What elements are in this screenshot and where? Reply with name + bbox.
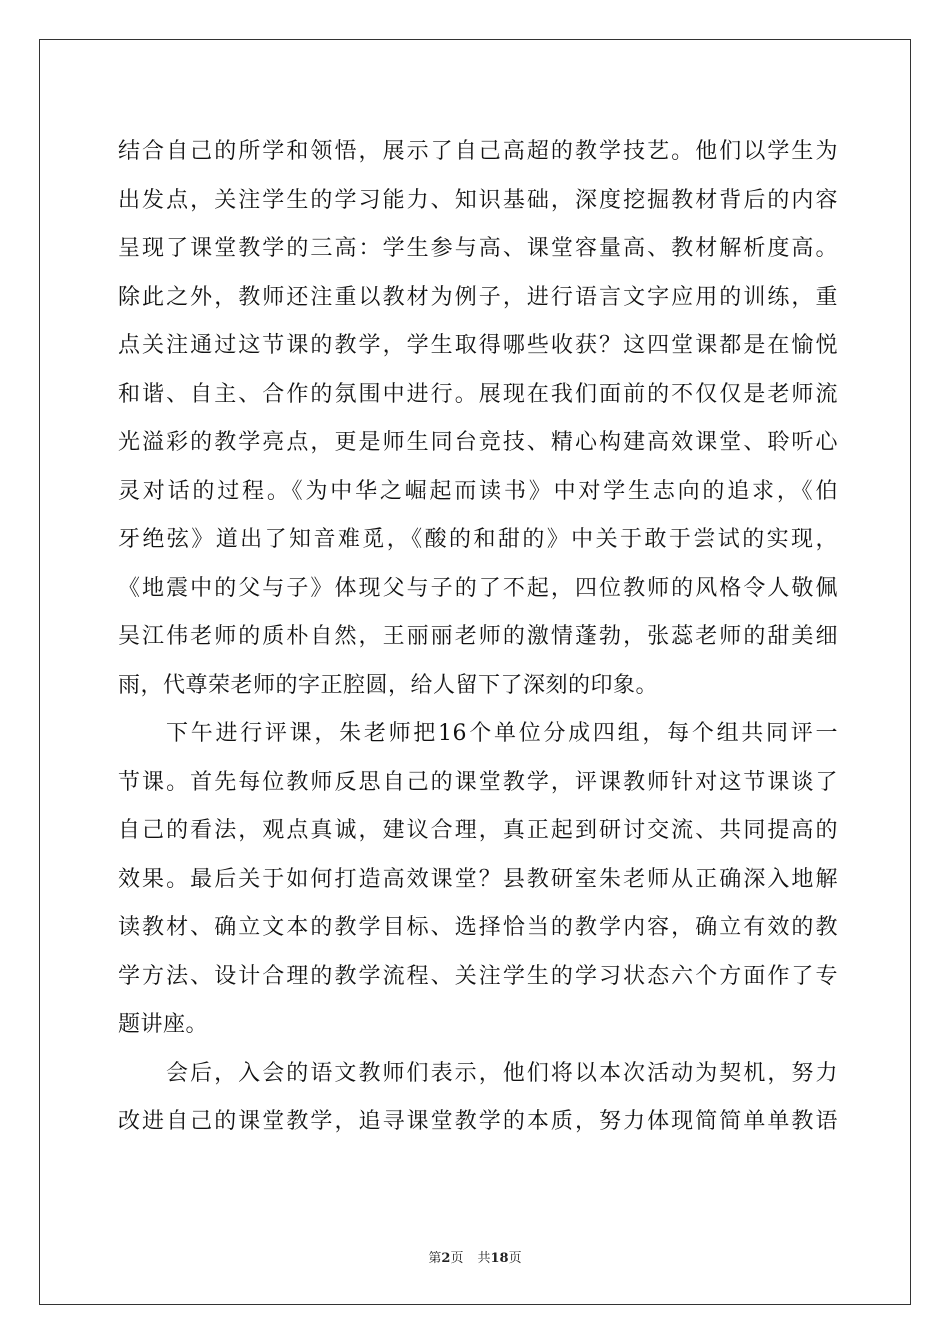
document-body [118,128,838,1147]
text-line: 吴江伟老师的质朴自然，王丽丽老师的激情蓬勃，张蕊老师的甜美细 [118,624,838,649]
text-line: 改进自己的课堂教学，追寻课堂教学的本质，努力体现简简单单教语 [118,1109,838,1134]
text-line: 读教材、确立文本的教学目标、选择恰当的教学内容，确立有效的教 [118,915,838,940]
text-line: 出发点，关注学生的学习能力、知识基础，深度挖掘教材背后的内容 [118,187,838,213]
page-total: 18 [490,1251,509,1266]
text-line: 呈现了课堂教学的三高：学生参与高、课堂容量高、教材解析度高。 [118,236,838,261]
text-line: 效果。最后关于如何打造高效课堂？县教研室朱老师从正确深入地解 [118,866,838,892]
total-unit: 页 [508,1251,522,1266]
text-line: 节课。首先每位教师反思自己的课堂教学，评课教师针对这节课谈了 [118,769,838,795]
text-line: 雨，代尊荣老师的字正腔圆，给人留下了深刻的印象。 [118,672,659,698]
text-line: 除此之外，教师还注重以教材为例子，进行语言文字应用的训练，重 [118,284,838,310]
total-prefix: 共 [477,1251,491,1266]
text-line: 光溢彩的教学亮点，更是师生同台竞技、精心构建高效课堂、聆听心 [118,430,838,455]
text-line: 题讲座。 [118,1012,209,1037]
text-line: 灵对话的过程。《为中华之崛起而读书》中对学生志向的追求，《伯 [118,478,838,504]
paragraph-start-line: 会后，入会的语文教师们表示，他们将以本次活动为契机，努力 [166,1060,838,1086]
text-line: 自己的看法，观点真诚，建议合理，真正起到研讨交流、共同提高的 [118,818,838,843]
text-line: 结合自己的所学和领悟，展示了自己高超的教学技艺。他们以学生为 [118,139,838,164]
page-footer [0,1247,950,1266]
paragraph-start-line: 下午进行评课，朱老师把16个单位分成四组，每个组共同评一 [166,721,838,746]
page-current: 2 [441,1251,451,1266]
page-unit: 页 [450,1251,464,1266]
text-line: 《地震中的父与子》体现父与子的了不起，四位教师的风格令人敬佩 [118,575,838,601]
text-line: 学方法、设计合理的教学流程、关注学生的学习状态六个方面作了专 [118,963,838,989]
text-line: 点关注通过这节课的教学，学生取得哪些收获？这四堂课都是在愉悦 [118,333,838,358]
page-prefix: 第 [428,1251,442,1266]
text-line: 牙绝弦》道出了知音难觅，《酸的和甜的》中关于敢于尝试的实现， [118,527,838,552]
text-line: 和谐、自主、合作的氛围中进行。展现在我们面前的不仅仅是老师流 [118,381,838,407]
